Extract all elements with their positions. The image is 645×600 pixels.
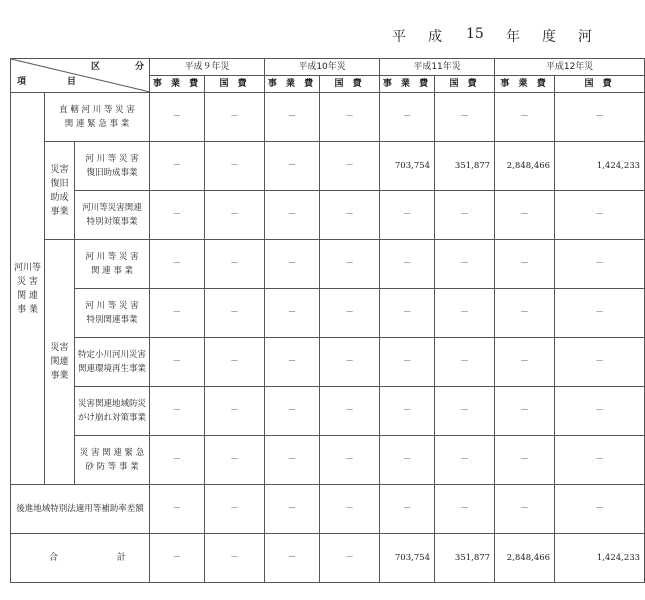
cell: － bbox=[320, 289, 380, 338]
table-row bbox=[11, 93, 645, 142]
row-label: 特定小川河川災害 関連環境再生事業 bbox=[75, 338, 150, 387]
cell: － bbox=[150, 93, 205, 142]
cell: － bbox=[205, 289, 265, 338]
corner-diagonal bbox=[11, 59, 150, 92]
table-row bbox=[11, 387, 645, 436]
cell: 2,848,466 bbox=[495, 142, 555, 191]
cell: 351,877 bbox=[435, 142, 495, 191]
header-kokuhi: 国 費 bbox=[320, 76, 380, 93]
cell: － bbox=[150, 191, 205, 240]
cell: － bbox=[435, 338, 495, 387]
cell: － bbox=[205, 338, 265, 387]
disaster-budget-table bbox=[10, 58, 645, 583]
cell: － bbox=[320, 142, 380, 191]
cell: － bbox=[555, 485, 645, 534]
cell: － bbox=[150, 387, 205, 436]
cell: － bbox=[265, 485, 320, 534]
table-row bbox=[11, 485, 645, 534]
cell: － bbox=[380, 485, 435, 534]
cell: － bbox=[435, 289, 495, 338]
cell: － bbox=[435, 191, 495, 240]
cell: － bbox=[320, 534, 380, 583]
cell: － bbox=[205, 240, 265, 289]
cell: － bbox=[205, 485, 265, 534]
cell: － bbox=[555, 289, 645, 338]
cell: － bbox=[380, 240, 435, 289]
header-jigyouhi: 事 業 費 bbox=[265, 76, 320, 93]
header-year-h12: 平成12年災 bbox=[495, 59, 645, 76]
cell: － bbox=[435, 240, 495, 289]
cell: － bbox=[150, 240, 205, 289]
cell: － bbox=[380, 436, 435, 485]
cell: － bbox=[265, 436, 320, 485]
cell: － bbox=[205, 534, 265, 583]
table-row bbox=[11, 436, 645, 485]
table-row bbox=[11, 338, 645, 387]
cell: 351,877 bbox=[435, 534, 495, 583]
row-label: 河 川 等 災 害 関 連 事 業 bbox=[75, 240, 150, 289]
cell: － bbox=[555, 387, 645, 436]
row-label: 災害関連地域防災 がけ崩れ対策事業 bbox=[75, 387, 150, 436]
cell: 703,754 bbox=[380, 534, 435, 583]
header-jigyouhi: 事 業 費 bbox=[150, 76, 205, 93]
cell: － bbox=[265, 240, 320, 289]
cell: － bbox=[265, 387, 320, 436]
cell: － bbox=[265, 191, 320, 240]
cell: － bbox=[265, 142, 320, 191]
cell: － bbox=[380, 191, 435, 240]
cell: － bbox=[150, 485, 205, 534]
heading-char: 15 bbox=[466, 26, 484, 42]
header-jigyouhi: 事 業 費 bbox=[380, 76, 435, 93]
table-row bbox=[11, 240, 645, 289]
cell: － bbox=[495, 93, 555, 142]
cell: － bbox=[555, 93, 645, 142]
cell: － bbox=[205, 142, 265, 191]
header-koumoku-1: 項 bbox=[17, 77, 27, 87]
cell: － bbox=[495, 240, 555, 289]
cell: － bbox=[205, 387, 265, 436]
heading-char: 成 bbox=[428, 29, 442, 45]
table-row bbox=[11, 191, 645, 240]
cell: 1,424,233 bbox=[555, 534, 645, 583]
cell: － bbox=[435, 387, 495, 436]
cell: － bbox=[205, 93, 265, 142]
table-row bbox=[11, 289, 645, 338]
cell: － bbox=[555, 436, 645, 485]
row-label: 河川等災害関連 特別対策事業 bbox=[75, 191, 150, 240]
cell: － bbox=[205, 436, 265, 485]
header-corner bbox=[11, 59, 150, 93]
heading-char: 年 bbox=[506, 29, 520, 45]
cell: － bbox=[265, 289, 320, 338]
cell: － bbox=[150, 289, 205, 338]
cell: － bbox=[495, 191, 555, 240]
page-heading bbox=[380, 26, 620, 46]
row-label: 直 轄 河 川 等 災 害 関 連 緊 急 事 業 bbox=[45, 93, 150, 142]
cell: － bbox=[320, 338, 380, 387]
header-jigyouhi: 事 業 費 bbox=[495, 76, 555, 93]
cell: － bbox=[320, 191, 380, 240]
cell: － bbox=[380, 387, 435, 436]
cell: － bbox=[555, 338, 645, 387]
cell: － bbox=[495, 338, 555, 387]
cell: － bbox=[265, 93, 320, 142]
cell: 1,424,233 bbox=[555, 142, 645, 191]
header-year-h10: 平成10年災 bbox=[265, 59, 380, 76]
cell: － bbox=[555, 240, 645, 289]
cell: － bbox=[555, 191, 645, 240]
header-year-h9: 平成９年災 bbox=[150, 59, 265, 76]
row-label: 河 川 等 災 害 特別関連事業 bbox=[75, 289, 150, 338]
cell: － bbox=[320, 240, 380, 289]
heading-char: 度 bbox=[542, 29, 556, 45]
row-label: 河 川 等 災 害 復旧助成事業 bbox=[75, 142, 150, 191]
cell: － bbox=[265, 534, 320, 583]
cell: － bbox=[495, 485, 555, 534]
cell: － bbox=[150, 534, 205, 583]
header-kubun-1: 区 bbox=[91, 62, 101, 72]
cell: － bbox=[320, 387, 380, 436]
header-kokuhi: 国 費 bbox=[205, 76, 265, 93]
heading-char: 平 bbox=[392, 29, 406, 45]
cell: － bbox=[320, 485, 380, 534]
cell: － bbox=[320, 436, 380, 485]
category-kanren: 災害 関連 事業 bbox=[45, 240, 75, 485]
header-kokuhi: 国 費 bbox=[435, 76, 495, 93]
cell: － bbox=[435, 93, 495, 142]
row-label-special: 後進地域特別法適用等補助率差額 bbox=[11, 485, 150, 534]
cell: － bbox=[150, 338, 205, 387]
cell: － bbox=[495, 436, 555, 485]
cell: － bbox=[265, 338, 320, 387]
total-label: 合 計 bbox=[11, 534, 150, 583]
cell: － bbox=[435, 485, 495, 534]
cell: 703,754 bbox=[380, 142, 435, 191]
header-year-h11: 平成11年災 bbox=[380, 59, 495, 76]
cell: － bbox=[150, 436, 205, 485]
cell: － bbox=[495, 387, 555, 436]
cell: － bbox=[205, 191, 265, 240]
total-row bbox=[11, 534, 645, 583]
heading-char: 河 bbox=[578, 29, 592, 45]
header-koumoku-2: 目 bbox=[67, 77, 77, 87]
header-kubun-2: 分 bbox=[135, 62, 145, 72]
cell: － bbox=[380, 93, 435, 142]
cell: － bbox=[380, 289, 435, 338]
cell: 2,848,466 bbox=[495, 534, 555, 583]
table-row bbox=[11, 142, 645, 191]
cell: － bbox=[495, 289, 555, 338]
cell: － bbox=[435, 436, 495, 485]
cell: － bbox=[320, 93, 380, 142]
cell: － bbox=[150, 142, 205, 191]
category-main: 河川等 災 害 関 連 事 業 bbox=[11, 93, 45, 485]
category-fukkyu: 災害 復旧 助成 事業 bbox=[45, 142, 75, 240]
row-label: 災 害 関 連 緊 急 砂 防 等 事 業 bbox=[75, 436, 150, 485]
cell: － bbox=[380, 338, 435, 387]
header-kokuhi: 国 費 bbox=[555, 76, 645, 93]
